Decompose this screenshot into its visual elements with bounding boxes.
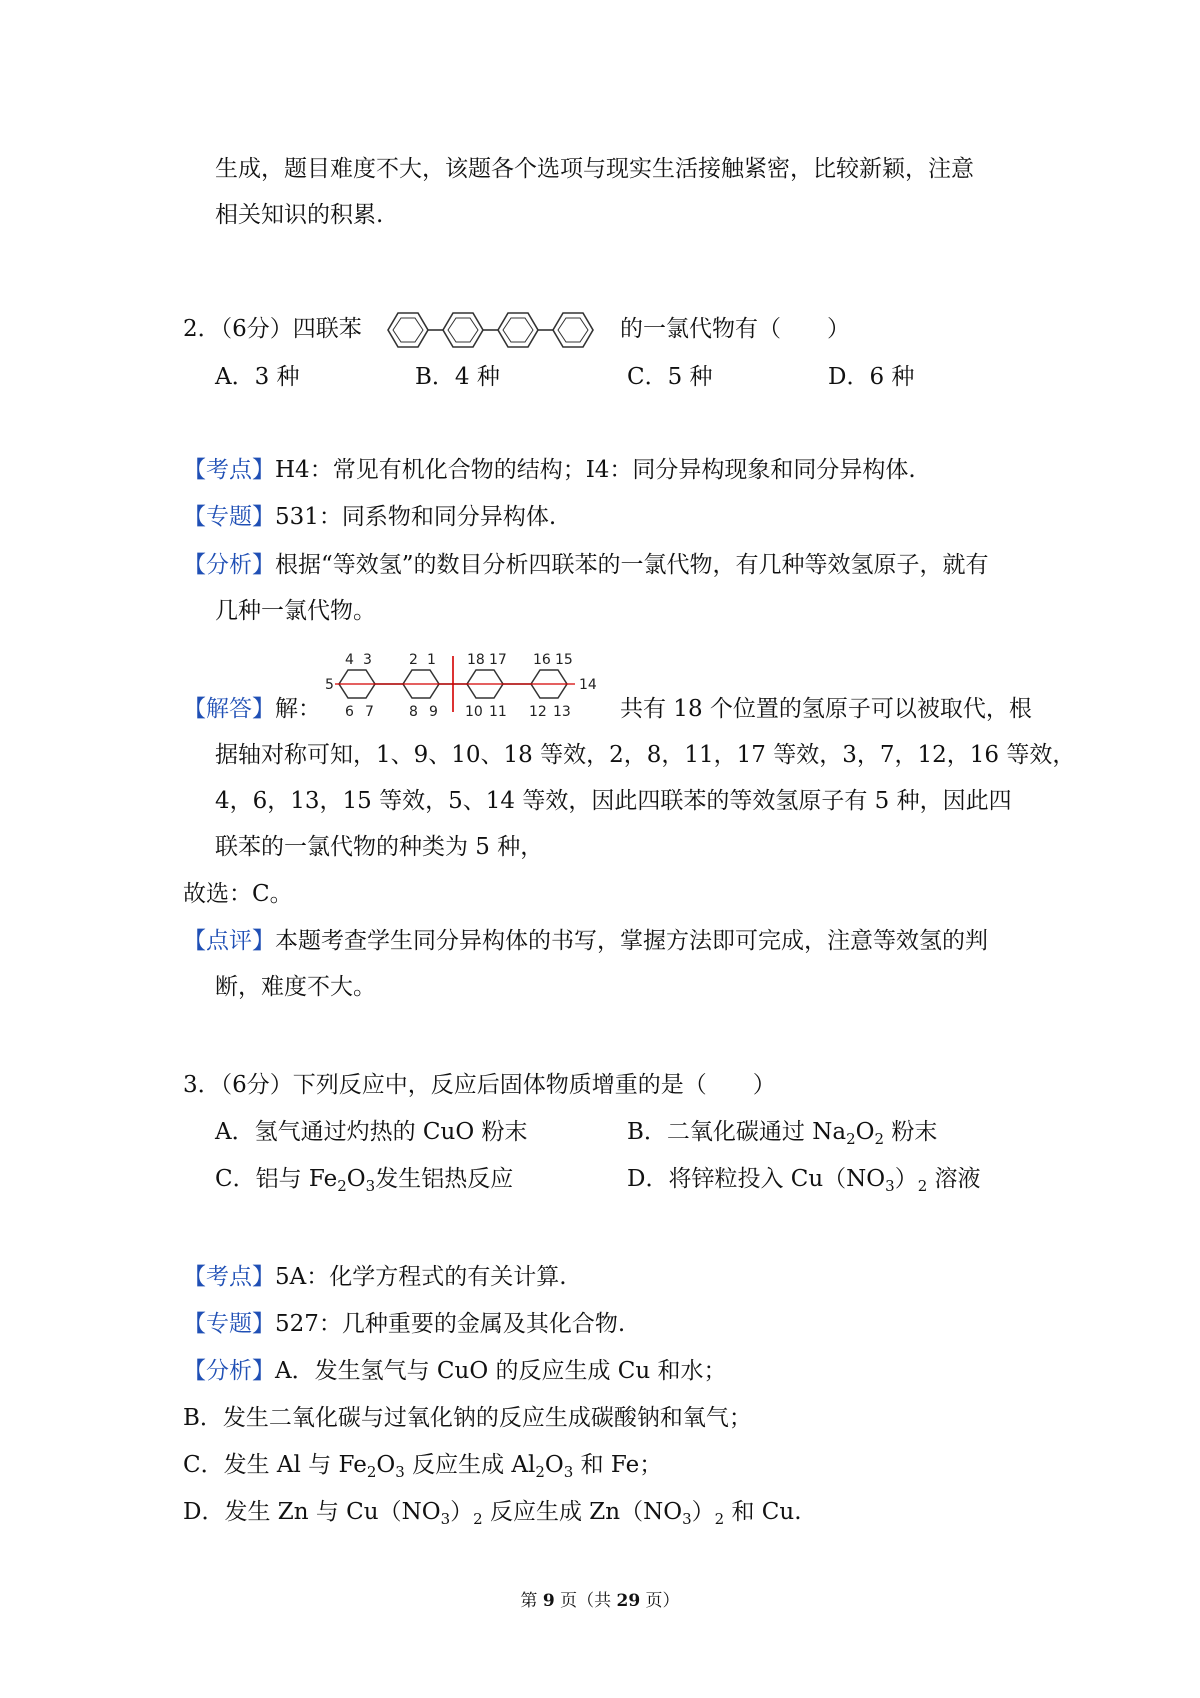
label-2: 2 xyxy=(409,652,418,668)
footer-text: 页（共 xyxy=(554,1591,617,1611)
subscript: 2 xyxy=(846,1130,856,1148)
subscript: 2 xyxy=(366,1463,377,1481)
kaodian-tag: 【考点】 xyxy=(183,457,275,483)
label-17: 17 xyxy=(489,652,507,668)
option-a[interactable]: A．3 种 xyxy=(215,364,300,390)
label-13: 13 xyxy=(553,704,571,720)
label-7: 7 xyxy=(365,704,374,720)
label-15: 15 xyxy=(555,652,573,668)
question-2-stem xyxy=(183,314,362,344)
subscript: 2 xyxy=(917,1177,928,1195)
q2-dianping-cont: 断，难度不大。 xyxy=(215,974,376,1000)
q2-kaodian xyxy=(183,455,916,485)
label-8: 8 xyxy=(409,704,418,720)
zhuanti-tag: 【专题】 xyxy=(183,504,275,530)
jieda-prefix: 解： xyxy=(275,696,321,722)
q3-option-d-text: D．将锌粒投入 Cu（NO xyxy=(627,1166,886,1192)
subscript: 3 xyxy=(395,1463,405,1481)
subscript: 2 xyxy=(337,1177,347,1195)
question-3-stem: 3．（6分）下列反应中，反应后固体物质增重的是（ ） xyxy=(183,1072,776,1098)
option-c[interactable]: C．5 种 xyxy=(627,364,713,390)
q3-option-c[interactable] xyxy=(215,1164,513,1194)
label-6: 6 xyxy=(345,704,354,720)
q3-option-d-text: 溶液 xyxy=(927,1166,981,1192)
q3-fenxi-b: B．发生二氧化碳与过氧化钠的反应生成碳酸钠和氧气； xyxy=(183,1405,752,1431)
label-16: 16 xyxy=(533,652,551,668)
q2-zhuanti xyxy=(183,502,556,532)
label-5: 5 xyxy=(325,677,334,693)
subscript: 2 xyxy=(473,1510,483,1528)
label-9: 9 xyxy=(429,704,438,720)
q2-jieda-line1: 共有 18 个位置的氢原子可以被取代，根 xyxy=(620,696,1032,722)
subscript: 2 xyxy=(874,1130,885,1148)
label-3: 3 xyxy=(363,652,372,668)
label-1: 1 xyxy=(427,652,436,668)
q3-fenxi-c xyxy=(183,1450,662,1480)
subscript: 2 xyxy=(535,1463,545,1481)
fenxi-c-text: 和 Fe； xyxy=(573,1452,663,1478)
q3-option-c-text: 发生铝热反应 xyxy=(375,1166,514,1192)
fenxi-a-text: A．发生氢气与 CuO 的反应生成 Cu 和水； xyxy=(275,1358,727,1384)
option-b[interactable]: B．4 种 xyxy=(415,364,500,390)
subscript: 2 xyxy=(714,1510,725,1528)
q2-fenxi xyxy=(183,550,989,580)
zhuanti-text: 527：几种重要的金属及其化合物. xyxy=(275,1311,626,1337)
subscript: 3 xyxy=(682,1510,692,1528)
q2-fenxi-cont: 几种一氯代物。 xyxy=(215,598,376,624)
q3-option-a[interactable]: A．氢气通过灼热的 CuO 粉末 xyxy=(215,1119,528,1145)
q3-fenxi xyxy=(183,1356,727,1386)
text-line: 相关知识的积累. xyxy=(215,202,384,228)
fenxi-c-text: C．发生 Al 与 Fe xyxy=(183,1452,367,1478)
label-4: 4 xyxy=(345,652,354,668)
quaterphenyl-structure xyxy=(380,300,620,360)
q2-jieda-line2: 据轴对称可知，1、9、10、18 等效，2，8，11，17 等效，3，7，12，16 等效， xyxy=(215,742,1076,768)
q3-option-d-text: ） xyxy=(894,1166,918,1192)
numbered-structure-diagram xyxy=(325,640,615,730)
q3-option-b-text: O xyxy=(855,1119,875,1145)
label-12: 12 xyxy=(529,704,547,720)
zhuanti-text: 531：同系物和同分异构体. xyxy=(275,504,557,530)
footer-text: 页） xyxy=(640,1591,680,1611)
q3-option-b-text: 粉末 xyxy=(884,1119,938,1145)
q2-jieda-line4: 联苯的一氯代物的种类为 5 种， xyxy=(215,834,544,860)
kaodian-text: H4：常见有机化合物的结构；I4：同分异构现象和同分异构体. xyxy=(275,457,916,483)
q3-fenxi-d xyxy=(183,1497,802,1527)
footer-text: 第 xyxy=(520,1591,543,1611)
fenxi-c-text: 反应生成 Al xyxy=(404,1452,536,1478)
subscript: 3 xyxy=(885,1177,895,1195)
page-footer xyxy=(0,1590,1200,1612)
q3-option-c-text: C．铝与 Fe xyxy=(215,1166,338,1192)
q2-dianping xyxy=(183,926,988,956)
fenxi-d-text: ） xyxy=(450,1499,474,1525)
zhuanti-tag: 【专题】 xyxy=(183,1311,275,1337)
subscript: 3 xyxy=(440,1510,451,1528)
option-d[interactable]: D．6 种 xyxy=(828,364,915,390)
question-2-suffix: 的一氯代物有（ ） xyxy=(620,316,850,342)
page-number: 9 xyxy=(542,1591,555,1611)
fenxi-tag: 【分析】 xyxy=(183,552,275,578)
subscript: 3 xyxy=(365,1177,376,1195)
q3-option-b[interactable] xyxy=(627,1117,937,1147)
q3-kaodian xyxy=(183,1262,567,1292)
q2-jieda xyxy=(183,694,321,724)
fenxi-d-text: 反应生成 Zn（NO xyxy=(482,1499,683,1525)
kaodian-tag: 【考点】 xyxy=(183,1264,275,1290)
q3-zhuanti xyxy=(183,1309,625,1339)
kaodian-text: 5A：化学方程式的有关计算. xyxy=(275,1264,567,1290)
q3-option-c-text: O xyxy=(346,1166,366,1192)
q2-jieda-line3: 4，6，13，15 等效，5、14 等效，因此四联苯的等效氢原子有 5 种，因此四 xyxy=(215,788,1012,814)
label-10: 10 xyxy=(465,704,483,720)
page-total: 29 xyxy=(616,1591,641,1611)
text-line: 生成，题目难度不大，该题各个选项与现实生活接触紧密，比较新颖，注意 xyxy=(215,156,974,182)
fenxi-d-text: ） xyxy=(691,1499,715,1525)
fenxi-c-text: O xyxy=(376,1452,396,1478)
fenxi-tag: 【分析】 xyxy=(183,1358,275,1384)
q3-option-d[interactable] xyxy=(627,1164,981,1194)
q3-option-b-text: B．二氧化碳通过 Na xyxy=(627,1119,847,1145)
label-18: 18 xyxy=(467,652,485,668)
subscript: 3 xyxy=(563,1463,574,1481)
jieda-tag: 【解答】 xyxy=(183,696,275,722)
fenxi-d-text: 和 Cu. xyxy=(724,1499,802,1525)
dianping-text: 本题考查学生同分异构体的书写，掌握方法即可完成，注意等效氢的判 xyxy=(275,928,988,954)
q2-answer: 故选：C。 xyxy=(183,881,293,907)
dianping-tag: 【点评】 xyxy=(183,928,275,954)
question-2-prefix: 2．（6分）四联苯 xyxy=(183,316,362,342)
fenxi-text: 根据“等效氢”的数目分析四联苯的一氯代物，有几种等效氢原子，就有 xyxy=(275,552,989,578)
label-14: 14 xyxy=(579,677,597,693)
label-11: 11 xyxy=(489,704,507,720)
fenxi-c-text: O xyxy=(544,1452,564,1478)
fenxi-d-text: D．发生 Zn 与 Cu（NO xyxy=(183,1499,441,1525)
